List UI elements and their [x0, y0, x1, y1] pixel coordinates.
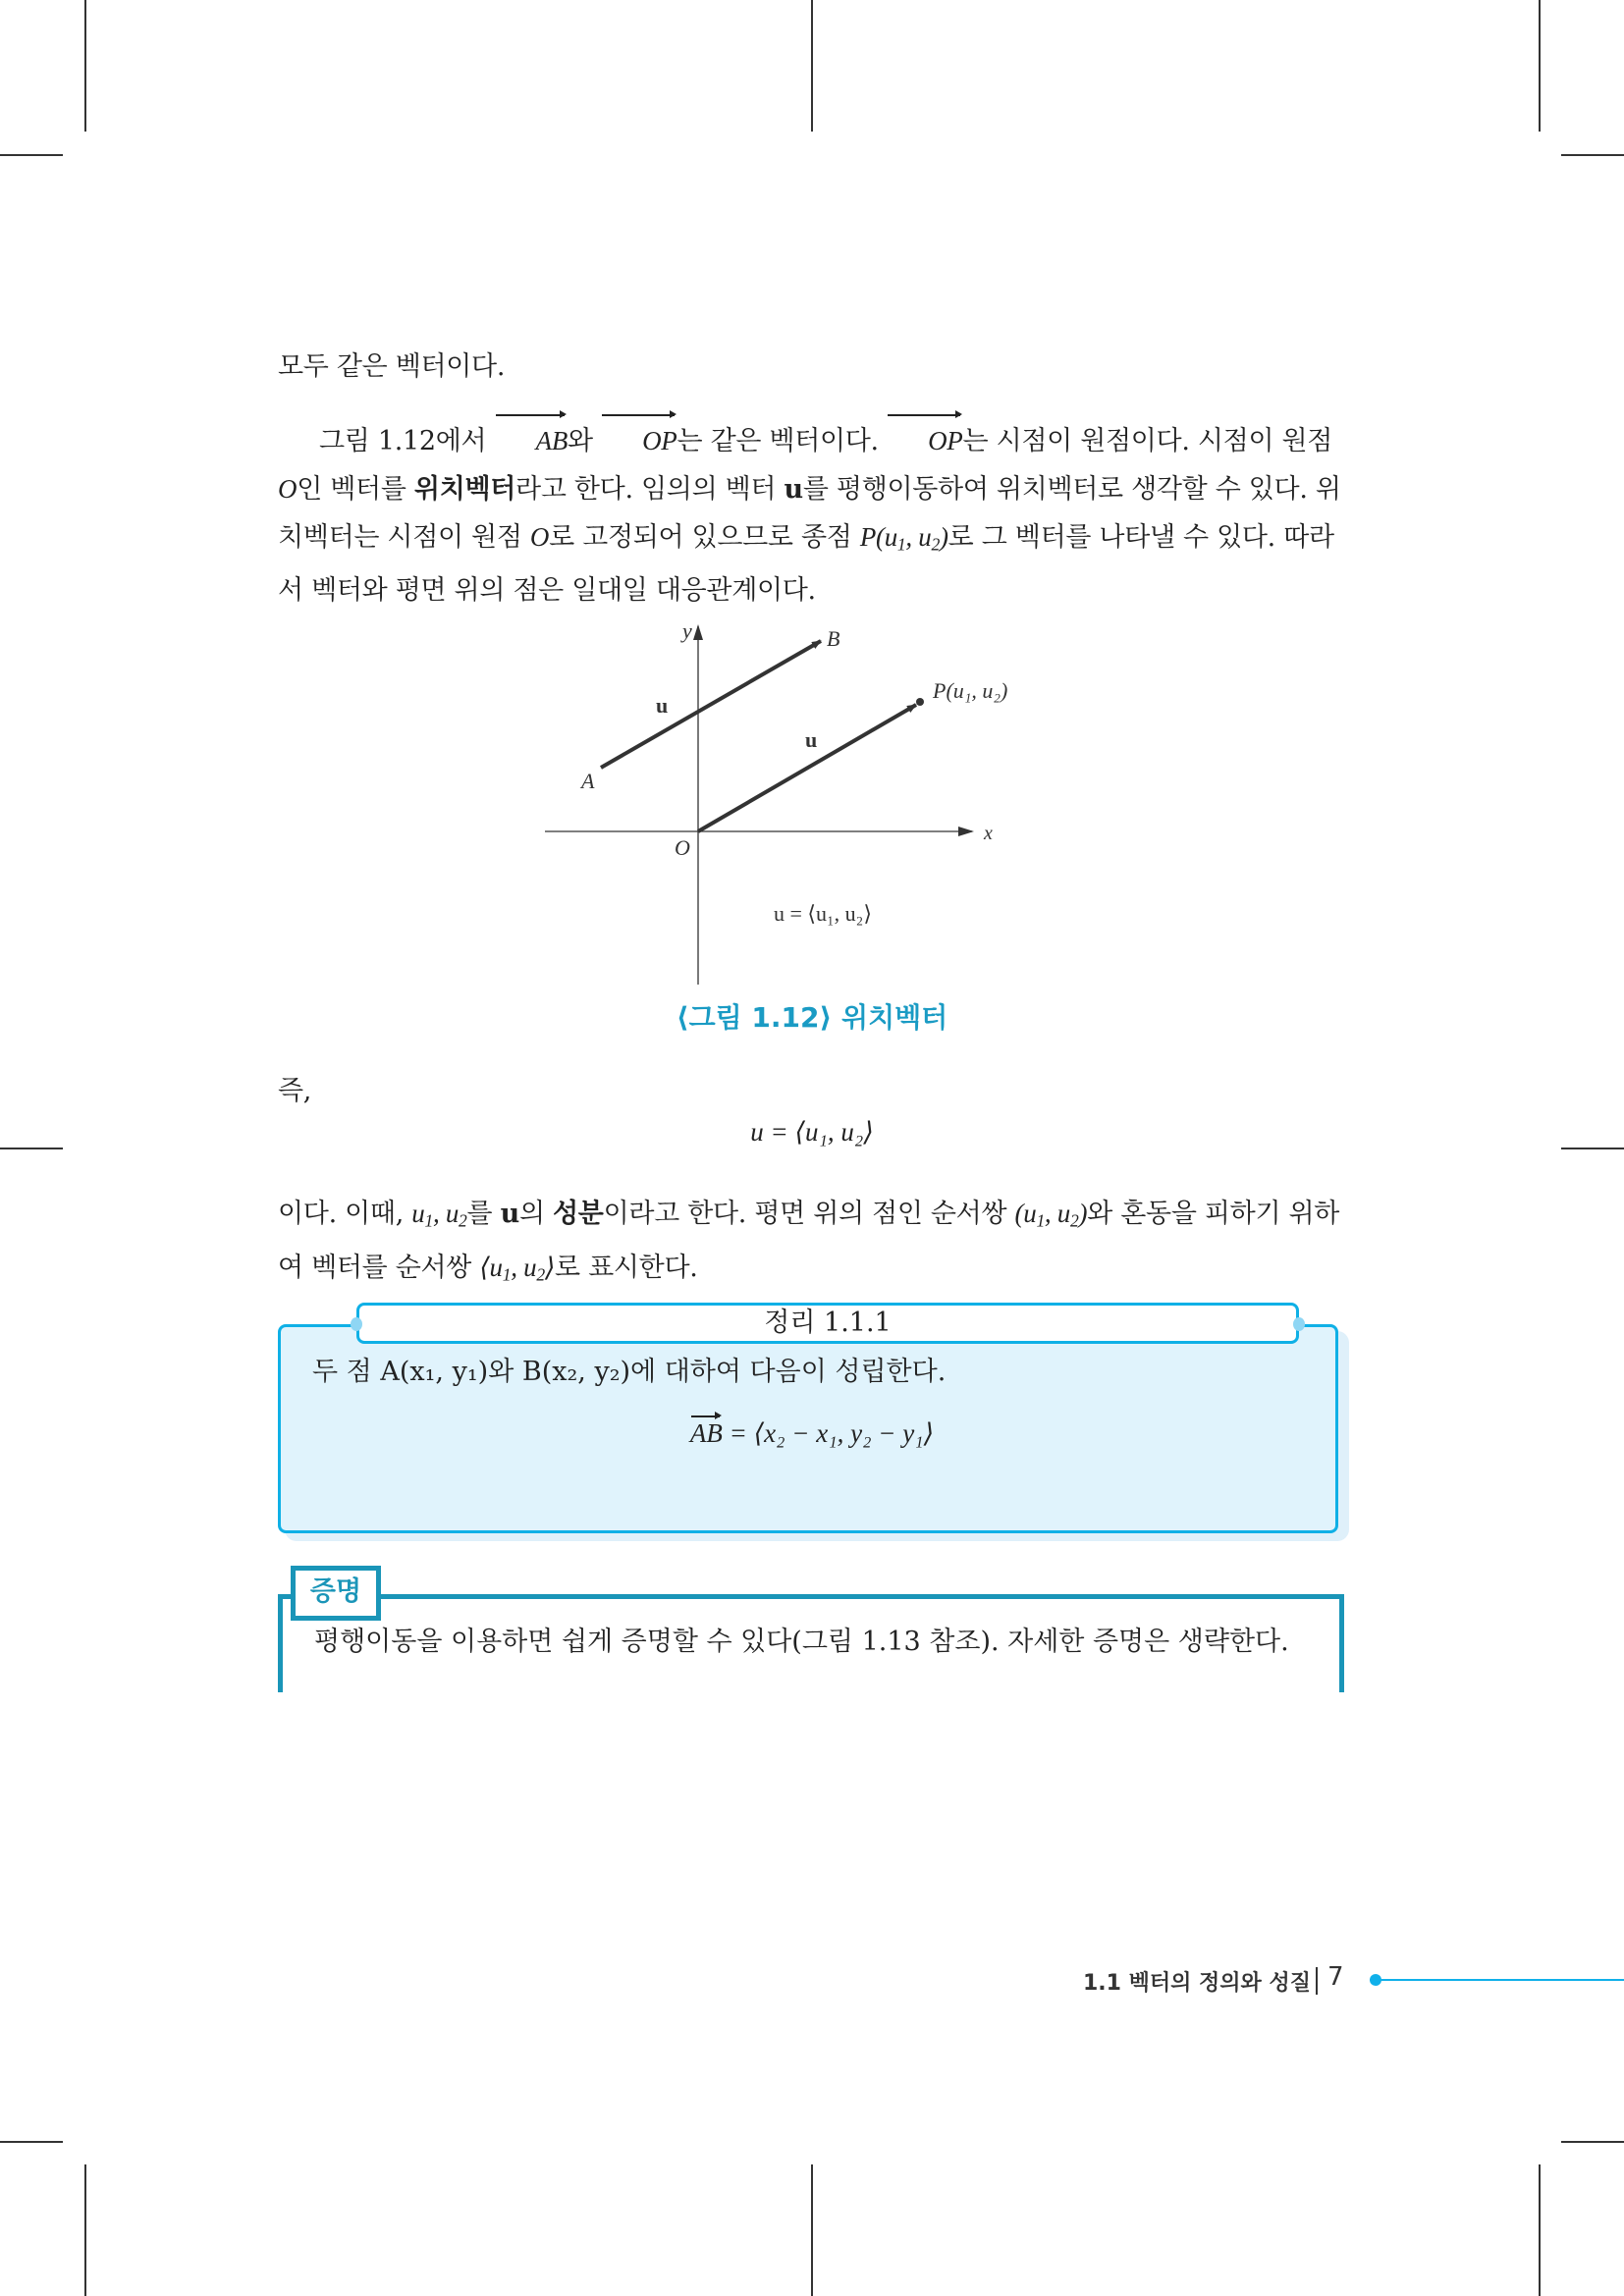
vector-OP-arrow — [698, 705, 916, 831]
math-components: $u_1$, $u_2$ — [411, 1199, 467, 1231]
math-O: O — [278, 474, 298, 504]
text: 와 혼동을 피하기 위하여 벡터를 순서쌍 — [278, 1199, 1340, 1284]
crop-mark — [1561, 1148, 1624, 1149]
proof-text: 평행이동을 이용하면 쉽게 증명할 수 있다(그림 1.13 참조). 자세한 증명은 생략한다. — [314, 1627, 1289, 1657]
position-vector-figure — [530, 609, 1100, 991]
crop-mark — [1539, 0, 1541, 132]
crop-mark — [84, 2164, 86, 2296]
crop-mark — [1539, 2164, 1541, 2296]
footer-rule — [1379, 1979, 1624, 1981]
label-u: u — [656, 693, 669, 718]
text: 라고 한다. 임의의 벡터 — [515, 474, 785, 505]
text: 를 평행이동하여 위치벡터로 생각할 수 있다. 위치벡터는 시점이 원점 — [278, 474, 1341, 553]
theorem-title: 정리 1.1.1 — [356, 1303, 1299, 1344]
paragraph-intro — [278, 344, 1344, 391]
label-P: P(u₁, u₂) — [933, 678, 1008, 703]
crop-mark — [84, 0, 86, 132]
theorem-title-knob — [351, 1317, 362, 1331]
crop-mark — [0, 2141, 63, 2143]
text: 와 — [568, 426, 602, 456]
term-position-vector: 위치벡터 — [413, 474, 516, 505]
label-A: A — [581, 769, 595, 793]
point-P — [916, 698, 924, 706]
vector-OP: OP — [887, 417, 962, 464]
vector-AB: AB — [689, 1418, 723, 1448]
label-formula: u = ⟨u₁, u₂⟩ — [774, 901, 872, 926]
text: 이다. 이때, — [278, 1199, 412, 1229]
term-component: 성분 — [553, 1199, 604, 1229]
theorem-title-knob — [1293, 1317, 1305, 1331]
text: 이라고 한다. 평면 위의 점인 순서쌍 — [603, 1199, 1015, 1229]
vector-AB: AB — [495, 417, 568, 464]
crop-mark — [0, 154, 63, 156]
text: 는 같은 벡터이다. — [677, 426, 888, 456]
text: 즉, — [278, 1076, 312, 1106]
paragraph-that-is — [278, 1068, 1344, 1115]
math-ordered-pair: ($u_1$, $u_2$) — [1014, 1199, 1088, 1231]
running-footer-section: 1.1 벡터의 정의와 성질 — [1083, 1971, 1311, 1996]
text: 의 — [518, 1199, 554, 1229]
label-B: B — [827, 626, 840, 651]
text: 로 고정되어 있으므로 종점 — [549, 522, 860, 553]
crop-mark — [811, 2164, 813, 2296]
crop-mark — [0, 1148, 63, 1149]
crop-mark — [811, 0, 813, 132]
footer-separator — [1316, 1967, 1318, 1995]
label-O: O — [675, 835, 690, 860]
vector-u: u — [500, 1199, 519, 1229]
page-number: 7 — [1327, 1962, 1344, 1992]
figure-caption: ⟨그림 1.12⟩ 위치벡터 — [676, 1001, 948, 1034]
theorem-statement: 두 점 A(x₁, y₁)와 B(x₂, y₂)에 대하여 다음이 성립한다. — [312, 1357, 947, 1387]
math-vector-pair: $⟨u_1$, $u_2⟩$ — [479, 1253, 556, 1285]
crop-mark — [1561, 2141, 1624, 2143]
math-P: $P(u_1$, $u_2$) — [859, 522, 948, 555]
vector-OP: OP — [601, 417, 677, 464]
crop-mark — [1561, 154, 1624, 156]
math-O: O — [529, 522, 550, 552]
label-x: x — [984, 823, 993, 844]
text: 인 벡터를 — [297, 474, 414, 505]
text: 를 — [466, 1199, 501, 1229]
vector-AB-arrow — [601, 641, 821, 768]
math: u = ⟨u₁, u₂⟩ — [750, 1117, 874, 1147]
proof-label: 증명 — [291, 1566, 381, 1621]
text: 그림 1.12에서 — [319, 426, 495, 456]
paragraph-components — [278, 1190, 1344, 1299]
vector-u: u — [784, 474, 803, 505]
label-u: u — [805, 727, 818, 752]
equation-u — [0, 1117, 1624, 1148]
theorem-equation — [0, 1418, 1624, 1449]
label-y: y — [682, 618, 692, 643]
text: 로 그 벡터를 나타낼 수 있다. 따라서 벡터와 평면 위의 점은 일대일 대응관계이다. — [278, 522, 1334, 607]
math: = ⟨x₂ − x₁, y₂ − y₁⟩ — [722, 1418, 935, 1448]
text: 모두 같은 벡터이다. — [278, 351, 506, 382]
text: 로 표시한다. — [555, 1253, 698, 1284]
text: 는 시점이 원점이다. 시점이 원점 — [962, 426, 1333, 456]
paragraph-position-vector — [278, 417, 1344, 614]
